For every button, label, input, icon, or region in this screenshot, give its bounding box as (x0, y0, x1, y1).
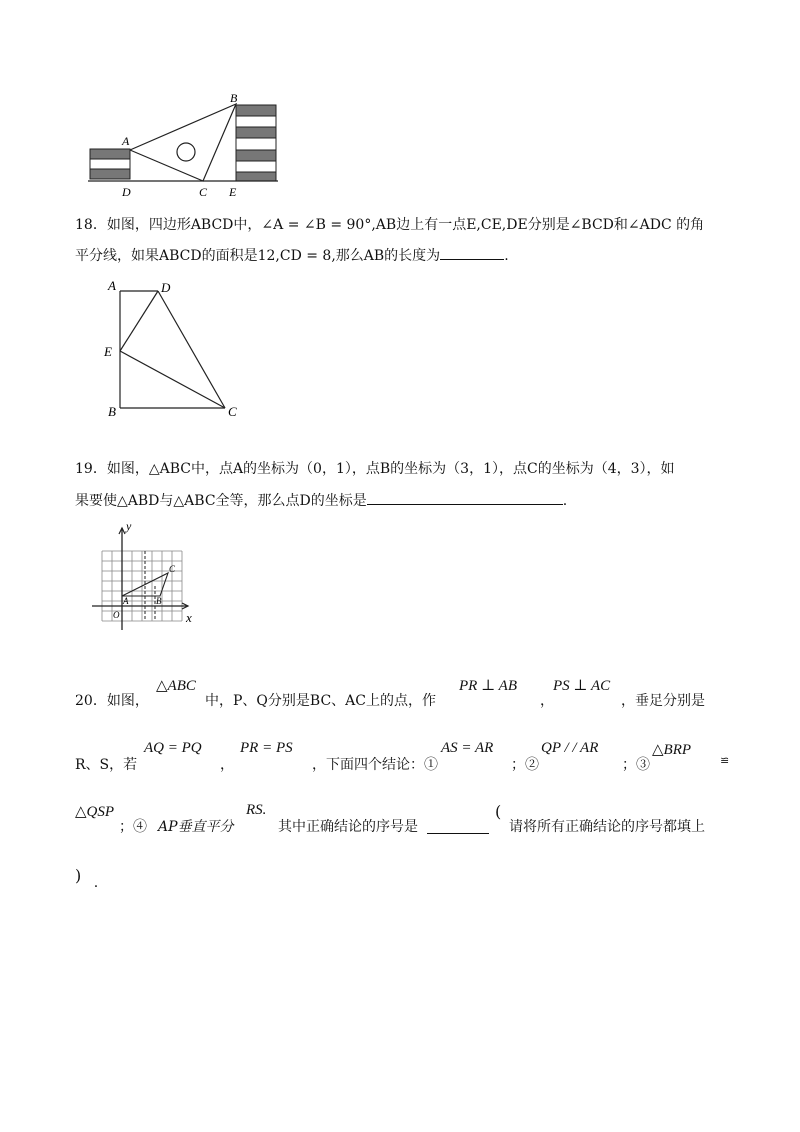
fig17-label-E: E (229, 185, 237, 199)
q18-answer-blank[interactable] (440, 257, 504, 260)
q20-text3: ，垂足分别是 (621, 693, 705, 709)
fig19-label-O: O (113, 610, 120, 620)
fig17-label-D: D (122, 185, 131, 199)
q20-rs: RS. (246, 802, 267, 818)
q18-line2 (75, 245, 509, 265)
q18-end: . (504, 248, 509, 264)
q20-text5: ，下面四个结论：① (312, 757, 438, 773)
figure-q19 (90, 518, 200, 638)
q18-line1: 18．如图，四边形ABCD中，∠A = ∠B = 90°,AB边上有一点E,CE,DE分别是∠BCD和∠ADC 的角 (75, 217, 705, 233)
q20-text7: ；③ (622, 757, 650, 773)
fig19-label-y: y (126, 519, 132, 533)
q20-conclusion-3a: △BRP (652, 742, 692, 758)
q20-congruent-sign: ≌ (720, 754, 730, 767)
q20-text10: 请将所有正确结论的序号都填上 (509, 819, 705, 835)
fig18-label-A: A (108, 278, 116, 293)
fig17-label-B: B (230, 92, 238, 105)
fig19-label-B: B (156, 596, 162, 606)
q20-row4 (75, 866, 99, 891)
figure-q17 (88, 92, 283, 200)
fig18-label-B: B (108, 404, 116, 419)
q20-paren-close: ) (75, 866, 82, 885)
q20-row2 (75, 740, 735, 790)
fig17-label-C: C (199, 185, 208, 199)
q20-final-dot: . (93, 875, 99, 891)
q20-comma1: ， (540, 693, 554, 709)
q20-conclusion-3b: △QSP (75, 804, 115, 820)
q20-comma2: ， (220, 757, 234, 773)
fig18-label-C: C (228, 404, 237, 419)
fig19-label-A: A (123, 596, 129, 606)
q20-eq-pr-ps: PR = PS (240, 740, 293, 756)
q20-perp-pr-ab: PR ⊥ AB (459, 678, 517, 694)
fig18-label-D: D (161, 280, 171, 295)
q19-answer-blank[interactable] (367, 502, 563, 505)
fig18-label-E: E (104, 344, 112, 359)
q18-line2-text: 平分线，如果ABCD的面积是12,CD = 8,那么AB的长度为 (75, 248, 441, 264)
q20-row3 (75, 802, 735, 852)
q20-text6: ；② (511, 757, 539, 773)
fig17-label-A: A (122, 134, 130, 148)
q20-text4: R、S，若 (75, 757, 138, 773)
q19-line2 (75, 490, 567, 510)
q19-end: . (562, 493, 568, 509)
q19-line1: 19．如图，△ABC中，点A的坐标为（0，1），点B的坐标为（3，1），点C的坐标为（4，3），如 (75, 461, 675, 477)
q19-line2-text: 果要使△ABD与△ABC全等，那么点D的坐标是 (75, 493, 367, 509)
q20-triangle-abc: △ABC (156, 678, 196, 694)
q20-text9: 其中正确结论的序号是 (278, 819, 418, 835)
q20-eq-aq-pq: AQ = PQ (144, 740, 202, 756)
q20-perp-ps-ac: PS ⊥ AC (553, 678, 611, 694)
figure-q18 (100, 276, 250, 424)
q20-conclusion-1: AS = AR (441, 740, 494, 756)
q20-intro: 20．如图， (75, 693, 149, 709)
q20-row1 (75, 676, 735, 726)
q20-conclusion-2: QP / / AR (541, 740, 599, 756)
q20-text8: ；④ (119, 819, 147, 835)
fig19-label-C: C (169, 564, 176, 574)
q20-paren-open: ( (495, 802, 502, 821)
q20-answer-blank[interactable] (427, 831, 489, 834)
q20-text8b: AP垂直平分 (158, 819, 234, 835)
q20-text2: 中，P、Q分别是BC、AC上的点，作 (205, 693, 436, 709)
fig19-label-x: x (186, 610, 192, 625)
